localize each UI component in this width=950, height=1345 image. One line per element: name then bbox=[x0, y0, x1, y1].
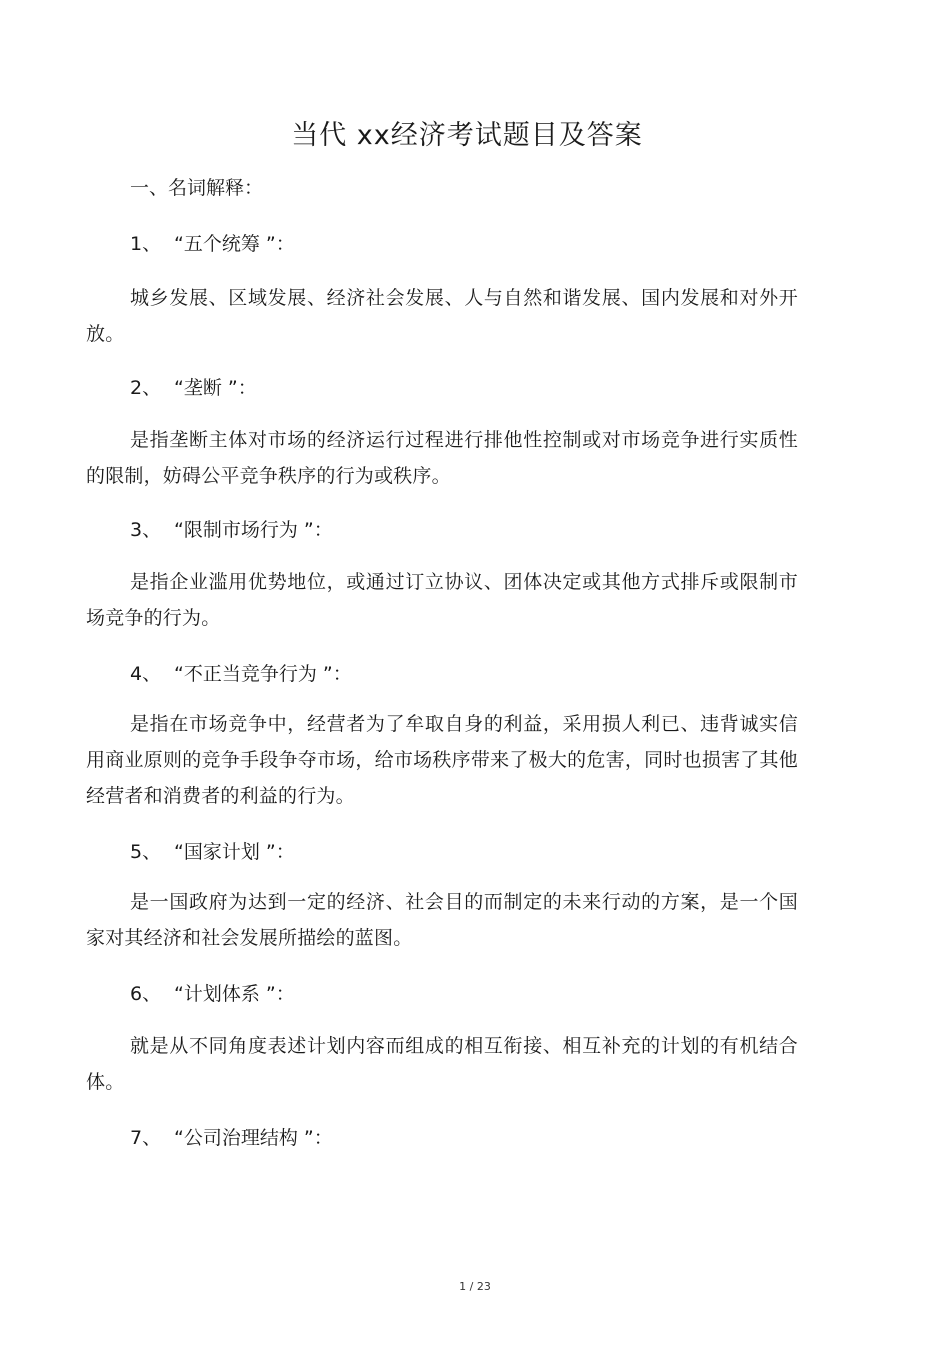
term-definition-4: 是指在市场竞争中，经营者为了牟取自身的利益，采用损人利已、违背诚实信用商业原则的竞争手段争夺市场，给市场秩序带来了极大的危害，同时也损害了其他经营者和消费者的利益的行为。 bbox=[86, 713, 798, 807]
term-number: 6、 bbox=[130, 983, 162, 1005]
term-definition-6: 就是从不同角度表述计划内容而组成的相互衔接、相互补充的计划的有机结合体。 bbox=[86, 1035, 798, 1093]
term-item-1 bbox=[130, 226, 295, 262]
term-label: “限制市场行为 ”： bbox=[174, 519, 333, 541]
term-label: “不正当竞争行为 ”： bbox=[174, 663, 352, 685]
term-label: “计划体系 ”： bbox=[174, 983, 295, 1005]
term-item-5 bbox=[130, 834, 295, 870]
term-definition-3: 是指企业滥用优势地位，或通过订立协议、团体决定或其他方式排斥或限制市场竞争的行为。 bbox=[86, 571, 798, 629]
term-number: 5、 bbox=[130, 841, 162, 863]
term-label: “垄断 ”： bbox=[174, 377, 257, 399]
term-item-2 bbox=[130, 370, 257, 406]
section-heading: 一、名词解释： bbox=[130, 177, 264, 199]
term-definition-2: 是指垄断主体对市场的经济运行过程进行排他性控制或对市场竞争进行实质性的限制，妨碍公平竞争秩序的行为或秩序。 bbox=[86, 429, 798, 487]
document-title: 当代 xx经济考试题目及答案 bbox=[291, 120, 643, 151]
term-item-4 bbox=[130, 656, 352, 692]
term-label: “公司治理结构 ”： bbox=[174, 1127, 333, 1149]
term-item-6 bbox=[130, 976, 295, 1012]
term-item-7 bbox=[130, 1120, 333, 1156]
term-definition-5: 是一国政府为达到一定的经济、社会目的而制定的未来行动的方案，是一个国家对其经济和社会发展所描绘的蓝图。 bbox=[86, 891, 798, 949]
term-definition-1: 城乡发展、区域发展、经济社会发展、人与自然和谐发展、国内发展和对外开放。 bbox=[86, 287, 798, 345]
term-number: 7、 bbox=[130, 1127, 162, 1149]
term-item-3 bbox=[130, 512, 333, 548]
term-label: “国家计划 ”： bbox=[174, 841, 295, 863]
term-number: 3、 bbox=[130, 519, 162, 541]
term-label: “五个统筹 ”： bbox=[174, 233, 295, 255]
page-number: 1 / 23 bbox=[459, 1280, 491, 1293]
term-number: 2、 bbox=[130, 377, 162, 399]
term-number: 1、 bbox=[130, 233, 162, 255]
term-number: 4、 bbox=[130, 663, 162, 685]
